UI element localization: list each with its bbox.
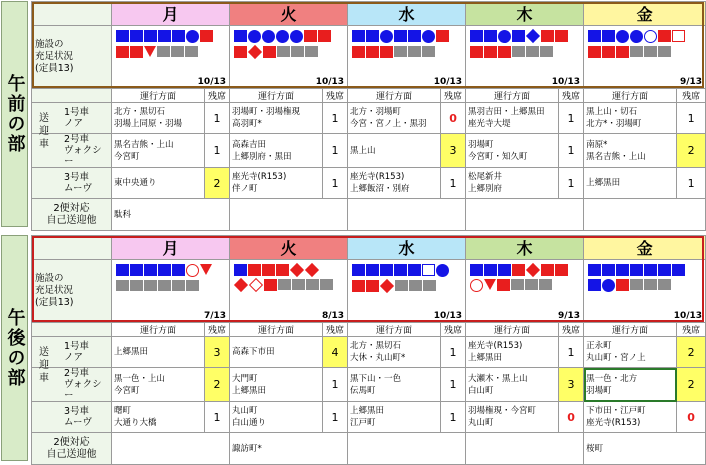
am-car3-seat-thu[interactable]: 1 xyxy=(559,168,584,199)
pm-car1-seat-wed[interactable]: 1 xyxy=(441,337,466,368)
pm-car3-seat-wed[interactable]: 1 xyxy=(441,402,466,433)
col-header-seat: 残席 xyxy=(441,89,466,103)
am-car1-seat-mon[interactable]: 1 xyxy=(205,103,230,134)
am-car2-seat-tue[interactable]: 1 xyxy=(323,134,348,168)
pm-car1-dest-mon[interactable]: 上郷黒田 xyxy=(112,337,205,368)
am-car2-dest-tue[interactable]: 高森吉田 上郷別府・黒田 xyxy=(230,134,323,168)
col-header-seat: 残席 xyxy=(559,323,584,337)
col-header-seat: 残席 xyxy=(677,89,706,103)
am-car-2-label: 2号車 ヴォクシー 送 迎 車 xyxy=(32,134,112,168)
pm-car1-seat-tue[interactable]: 4 xyxy=(323,337,348,368)
am-car2-seat-wed[interactable]: 3 xyxy=(441,134,466,168)
am-capacity-label: 施設の 充足状況 (定員13) xyxy=(32,26,112,89)
am-cap-thu[interactable] xyxy=(466,26,584,89)
pm-car2-dest-tue[interactable]: 大門町 上郷黒田 xyxy=(230,368,323,402)
pm-other-wed[interactable] xyxy=(348,433,466,465)
pm-car3-seat-tue[interactable]: 1 xyxy=(323,402,348,433)
am-car1-seat-wed[interactable]: 0 xyxy=(441,103,466,134)
pm-car1-seat-fri[interactable]: 2 xyxy=(677,337,706,368)
am-day-mon[interactable]: 月 xyxy=(112,2,230,26)
col-header-seat: 残席 xyxy=(323,323,348,337)
am-day-wed[interactable]: 水 xyxy=(348,2,466,26)
pm-ratio-mon: 7/13 xyxy=(203,311,227,321)
pm-car3-dest-thu[interactable]: 羽場権現・今宮町 丸山町 xyxy=(466,402,559,433)
am-ratio-mon: 10/13 xyxy=(197,77,227,87)
col-header-seat: 残席 xyxy=(677,323,706,337)
am-ratio-fri: 9/13 xyxy=(680,77,703,87)
pm-capacity-label: 施設の 充足状況 (定員13) xyxy=(32,260,112,323)
col-header-seat: 残席 xyxy=(205,323,230,337)
am-cap-mon[interactable] xyxy=(112,26,230,89)
pm-day-fri[interactable]: 金 xyxy=(584,236,706,260)
am-car2-seat-thu[interactable]: 1 xyxy=(559,134,584,168)
pm-car-3-label: 3号車 ムーヴ xyxy=(32,402,112,433)
pm-car1-dest-wed[interactable]: 北方・黒切石 大休・丸山町* xyxy=(348,337,441,368)
pm-car1-seat-thu[interactable]: 1 xyxy=(559,337,584,368)
am-cap-wed[interactable] xyxy=(348,26,466,89)
pm-car3-seat-thu[interactable]: 0 xyxy=(559,402,584,433)
col-header-seat: 残席 xyxy=(559,89,584,103)
pm-cap-fri[interactable] xyxy=(584,260,706,323)
am-car2-dest-thu[interactable]: 羽場町 今宮町・知久町 xyxy=(466,134,559,168)
pm-car2-dest-fri[interactable]: 黒一色・北方 羽場町 xyxy=(584,368,677,402)
am-car3-dest-tue[interactable]: 座光寺(R153) 伴ノ町 xyxy=(230,168,323,199)
am-car-3-label: 3号車 ムーヴ xyxy=(32,168,112,199)
col-header-dest: 運行方面 xyxy=(112,323,205,337)
am-day-thu[interactable]: 木 xyxy=(466,2,584,26)
pm-car2-seat-wed[interactable]: 1 xyxy=(441,368,466,402)
am-other-label: 2便対応 自己送迎他 xyxy=(32,199,112,231)
am-car3-seat-mon[interactable]: 2 xyxy=(205,168,230,199)
am-pickup-group-label: 送 迎 車 xyxy=(39,113,49,150)
am-car1-dest-thu[interactable]: 黒羽吉田・上郷黒田 座光寺大堤 xyxy=(466,103,559,134)
am-car2-seat-mon[interactable]: 1 xyxy=(205,134,230,168)
am-ratio-thu: 10/13 xyxy=(551,77,581,87)
pm-car2-seat-fri[interactable]: 2 xyxy=(677,368,706,402)
pm-ratio-thu: 9/13 xyxy=(557,311,581,321)
pm-car2-dest-mon[interactable]: 黒一色・上山 今宮町 xyxy=(112,368,205,402)
pm-other-tue[interactable]: 諏訪町* xyxy=(230,433,348,465)
am-side-label: 午前の部 xyxy=(1,1,28,227)
am-car2-dest-mon[interactable]: 黒名吉熊・上山 今宮町 xyxy=(112,134,205,168)
am-car3-seat-tue[interactable]: 1 xyxy=(323,168,348,199)
pm-ratio-fri: 10/13 xyxy=(673,311,703,321)
am-car1-seat-fri[interactable]: 1 xyxy=(677,103,706,134)
pm-pickup-group-label: 送 迎 車 xyxy=(39,347,49,384)
am-day-tue[interactable]: 火 xyxy=(230,2,348,26)
pm-car2-seat-tue[interactable]: 1 xyxy=(323,368,348,402)
pm-side-label: 午後の部 xyxy=(1,235,28,461)
pm-car1-dest-thu[interactable]: 座光寺(R153) 上郷黒田 xyxy=(466,337,559,368)
col-header-seat: 残席 xyxy=(323,89,348,103)
am-car2-seat-fri[interactable]: 2 xyxy=(677,134,706,168)
pm-car-2-label: 2号車 ヴォクシー 送 迎 車 xyxy=(32,368,112,402)
pm-day-thu[interactable]: 木 xyxy=(466,236,584,260)
col-header-dest: 運行方面 xyxy=(466,323,559,337)
am-other-thu[interactable] xyxy=(466,199,584,231)
am-car3-dest-thu[interactable]: 松尾新井 上郷別府 xyxy=(466,168,559,199)
pm-car1-seat-mon[interactable]: 3 xyxy=(205,337,230,368)
pm-day-mon[interactable]: 月 xyxy=(112,236,230,260)
col-header-seat: 残席 xyxy=(441,323,466,337)
am-car1-dest-tue[interactable]: 羽場町・羽場権現 高羽町* xyxy=(230,103,323,134)
am-car1-dest-fri[interactable]: 黒上山・切石 北方*・羽場町 xyxy=(584,103,677,134)
pm-cap-tue[interactable] xyxy=(230,260,348,323)
am-ratio-tue: 10/13 xyxy=(315,77,345,87)
col-header-dest: 運行方面 xyxy=(112,89,205,103)
am-car2-dest-fri[interactable]: 南原* 黒名吉熊・上山 xyxy=(584,134,677,168)
am-car3-seat-fri[interactable]: 1 xyxy=(677,168,706,199)
am-other-mon[interactable]: 駄科 xyxy=(112,199,230,231)
pm-cap-thu[interactable] xyxy=(466,260,584,323)
am-car1-dest-mon[interactable]: 北方・黒切石 羽場上同原・羽場 xyxy=(112,103,205,134)
pm-schedule-table xyxy=(31,235,706,465)
pm-car-1-label: 1号車 ノア xyxy=(32,337,112,368)
am-car1-seat-thu[interactable]: 1 xyxy=(559,103,584,134)
pm-ratio-tue: 8/13 xyxy=(321,311,345,321)
col-header-dest: 運行方面 xyxy=(348,323,441,337)
am-cap-tue[interactable] xyxy=(230,26,348,89)
pm-car3-dest-fri[interactable]: 下市田・江戸町 座光寺(R153) xyxy=(584,402,677,433)
pm-other-fri[interactable]: 桜町 xyxy=(584,433,706,465)
am-car3-dest-mon[interactable]: 東中央通り xyxy=(112,168,205,199)
col-header-dest: 運行方面 xyxy=(348,89,441,103)
pm-car1-dest-fri[interactable]: 正永町 丸山町・宮ノ上 xyxy=(584,337,677,368)
am-other-tue[interactable] xyxy=(230,199,348,231)
pm-other-thu[interactable] xyxy=(466,433,584,465)
pm-day-tue[interactable]: 火 xyxy=(230,236,348,260)
pm-other-label: 2便対応 自己送迎他 xyxy=(32,433,112,465)
am-other-fri[interactable] xyxy=(584,199,706,231)
pm-car3-seat-mon[interactable]: 1 xyxy=(205,402,230,433)
pm-car3-dest-tue[interactable]: 丸山町 白山通り xyxy=(230,402,323,433)
col-header-dest: 運行方面 xyxy=(230,89,323,103)
am-car-1-label: 1号車 ノア xyxy=(32,103,112,134)
am-day-fri[interactable]: 金 xyxy=(584,2,706,26)
pm-car3-seat-fri[interactable]: 0 xyxy=(677,402,706,433)
pm-ratio-wed: 10/13 xyxy=(433,311,463,321)
col-header-dest: 運行方面 xyxy=(466,89,559,103)
am-cap-fri[interactable] xyxy=(584,26,706,89)
am-other-wed[interactable] xyxy=(348,199,466,231)
col-header-dest: 運行方面 xyxy=(584,89,677,103)
pm-car3-dest-mon[interactable]: 曙町 大通り大橋 xyxy=(112,402,205,433)
pm-car2-dest-wed[interactable]: 黒下山・一色 伝馬町 xyxy=(348,368,441,402)
pm-car2-dest-thu[interactable]: 大瀬木・黒上山 白山町 xyxy=(466,368,559,402)
col-header-dest: 運行方面 xyxy=(230,323,323,337)
am-ratio-wed: 10/13 xyxy=(433,77,463,87)
col-header-seat: 残席 xyxy=(205,89,230,103)
col-header-dest: 運行方面 xyxy=(584,323,677,337)
pm-other-mon[interactable] xyxy=(112,433,230,465)
am-car1-dest-wed[interactable]: 北方・羽場町 今宮・宮ノ上・黒羽 xyxy=(348,103,441,134)
am-car3-dest-wed[interactable]: 座光寺(R153) 上郷飯沼・別府 xyxy=(348,168,441,199)
pm-cap-wed[interactable] xyxy=(348,260,466,323)
pm-car3-dest-wed[interactable]: 上郷黒田 江戸町 xyxy=(348,402,441,433)
am-car2-dest-wed[interactable]: 黒上山 xyxy=(348,134,441,168)
am-car3-dest-fri[interactable]: 上郷黒田 xyxy=(584,168,677,199)
am-car1-seat-tue[interactable]: 1 xyxy=(323,103,348,134)
pm-car2-seat-mon[interactable]: 2 xyxy=(205,368,230,402)
pm-day-wed[interactable]: 水 xyxy=(348,236,466,260)
pm-cap-mon[interactable] xyxy=(112,260,230,323)
am-car3-seat-wed[interactable]: 1 xyxy=(441,168,466,199)
pm-car2-seat-thu[interactable]: 3 xyxy=(559,368,584,402)
pm-car1-dest-tue[interactable]: 高森下市田 xyxy=(230,337,323,368)
am-schedule-table xyxy=(31,1,706,231)
